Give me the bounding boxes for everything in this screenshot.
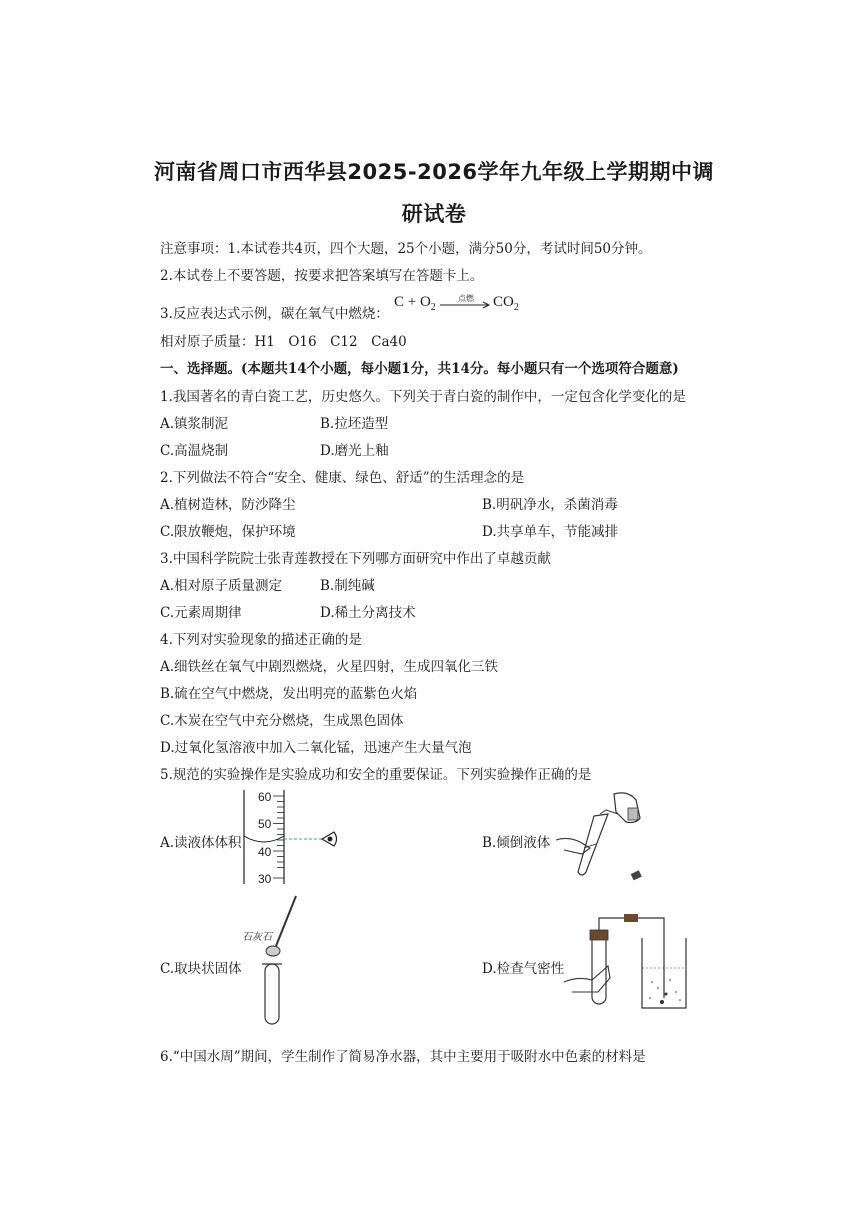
pouring-liquid-figure — [556, 788, 656, 888]
formula-o2-subscript: 2 — [430, 302, 436, 313]
formula-product — [493, 294, 519, 313]
cylinder-tick-40: 40 — [258, 845, 272, 859]
q5-option-a: A.读液体体积 — [160, 835, 242, 851]
q4-option-b: B.硫在空气中燃烧，发出明亮的蓝紫色火焰 — [160, 686, 418, 702]
note-2: 2.本试卷上不要答题，按要求把答案填写在答题卡上。 — [160, 268, 484, 284]
question-5-stem: 5.规范的实验操作是实验成功和安全的重要保证。下列实验操作正确的是 — [160, 767, 592, 783]
note-3: 3.反应表达式示例，碳在氧气中燃烧： — [160, 306, 389, 322]
q4-option-a: A.细铁丝在氧气中剧烈燃烧，火星四射，生成四氧化三铁 — [160, 659, 499, 675]
question-1-stem: 1.我国著名的青白瓷工艺，历史悠久。下列关于青白瓷的制作中，一定包含化学变化的是 — [160, 389, 686, 405]
q4-option-c: C.木炭在空气中充分燃烧，生成黑色固体 — [160, 713, 404, 729]
eye-icon — [322, 832, 337, 846]
section-1-heading: 一、选择题。(本题共14个小题，每小题1分，共14分。每小题只有一个选项符合题意) — [160, 361, 679, 377]
test-tube-spoon-figure — [240, 894, 310, 1034]
q2-option-c: C.限放鞭炮，保护环境 — [160, 524, 296, 540]
q5-option-d: D.检查气密性 — [482, 961, 565, 977]
note-1: 注意事项：1.本试卷共4页，四个大题，25个小题，满分50分，考试时间50分钟。 — [160, 241, 652, 257]
q1-option-a: A.镇浆制泥 — [160, 416, 229, 432]
formula-co: CO — [493, 294, 514, 310]
formula-co2-subscript: 2 — [513, 302, 519, 313]
q3-option-b: B.制纯碱 — [320, 578, 375, 594]
airtightness-check-figure — [562, 912, 694, 1012]
q1-option-c: C.高温烧制 — [160, 443, 229, 459]
reaction-arrow — [440, 300, 492, 310]
q3-option-a: A.相对原子质量测定 — [160, 578, 283, 594]
formula-reactants: C + O — [394, 294, 431, 310]
q4-option-d: D.过氧化氢溶液中加入二氧化锰，迅速产生大量气泡 — [160, 740, 472, 756]
q3-option-d: D.稀土分离技术 — [320, 605, 416, 621]
cylinder-tick-50: 50 — [258, 817, 272, 831]
q2-option-d: D.共享单车，节能减排 — [482, 524, 619, 540]
q2-option-a: A.植树造林，防沙降尘 — [160, 497, 296, 513]
cylinder-tick-30: 30 — [258, 872, 272, 886]
q3-option-c: C.元素周期律 — [160, 605, 242, 621]
q2-option-b: B.明矾净水，杀菌消毒 — [482, 497, 618, 513]
question-2-stem: 2.下列做法不符合“安全、健康、绿色、舒适”的生活理念的是 — [160, 470, 525, 486]
page-title-line1: 河南省周口市西华县2025-2026学年九年级上学期期中调 — [153, 160, 715, 184]
q5-option-c: C.取块状固体 — [160, 961, 242, 977]
page-title-line2: 研试卷 — [401, 202, 467, 226]
reaction-formula — [394, 294, 436, 313]
q1-option-b: B.拉坯造型 — [320, 416, 389, 432]
limestone-label: 石灰石 — [242, 932, 272, 943]
question-4-stem: 4.下列对实验现象的描述正确的是 — [160, 632, 362, 648]
question-6-stem: 6.“中国水周”期间，学生制作了简易净水器，其中主要用于吸附水中色素的材料是 — [160, 1049, 646, 1065]
graduated-cylinder-figure — [238, 786, 348, 890]
atomic-mass: 相对原子质量：H1 O16 C12 Ca40 — [160, 334, 407, 350]
question-3-stem: 3.中国科学院院士张青莲教授在下列哪方面研究中作出了卓越贡献 — [160, 551, 551, 567]
formula-condition: 点燃 — [458, 294, 474, 303]
cylinder-tick-60: 60 — [258, 790, 272, 804]
q5-option-b: B.倾倒液体 — [482, 835, 551, 851]
q1-option-d: D.磨光上釉 — [320, 443, 389, 459]
